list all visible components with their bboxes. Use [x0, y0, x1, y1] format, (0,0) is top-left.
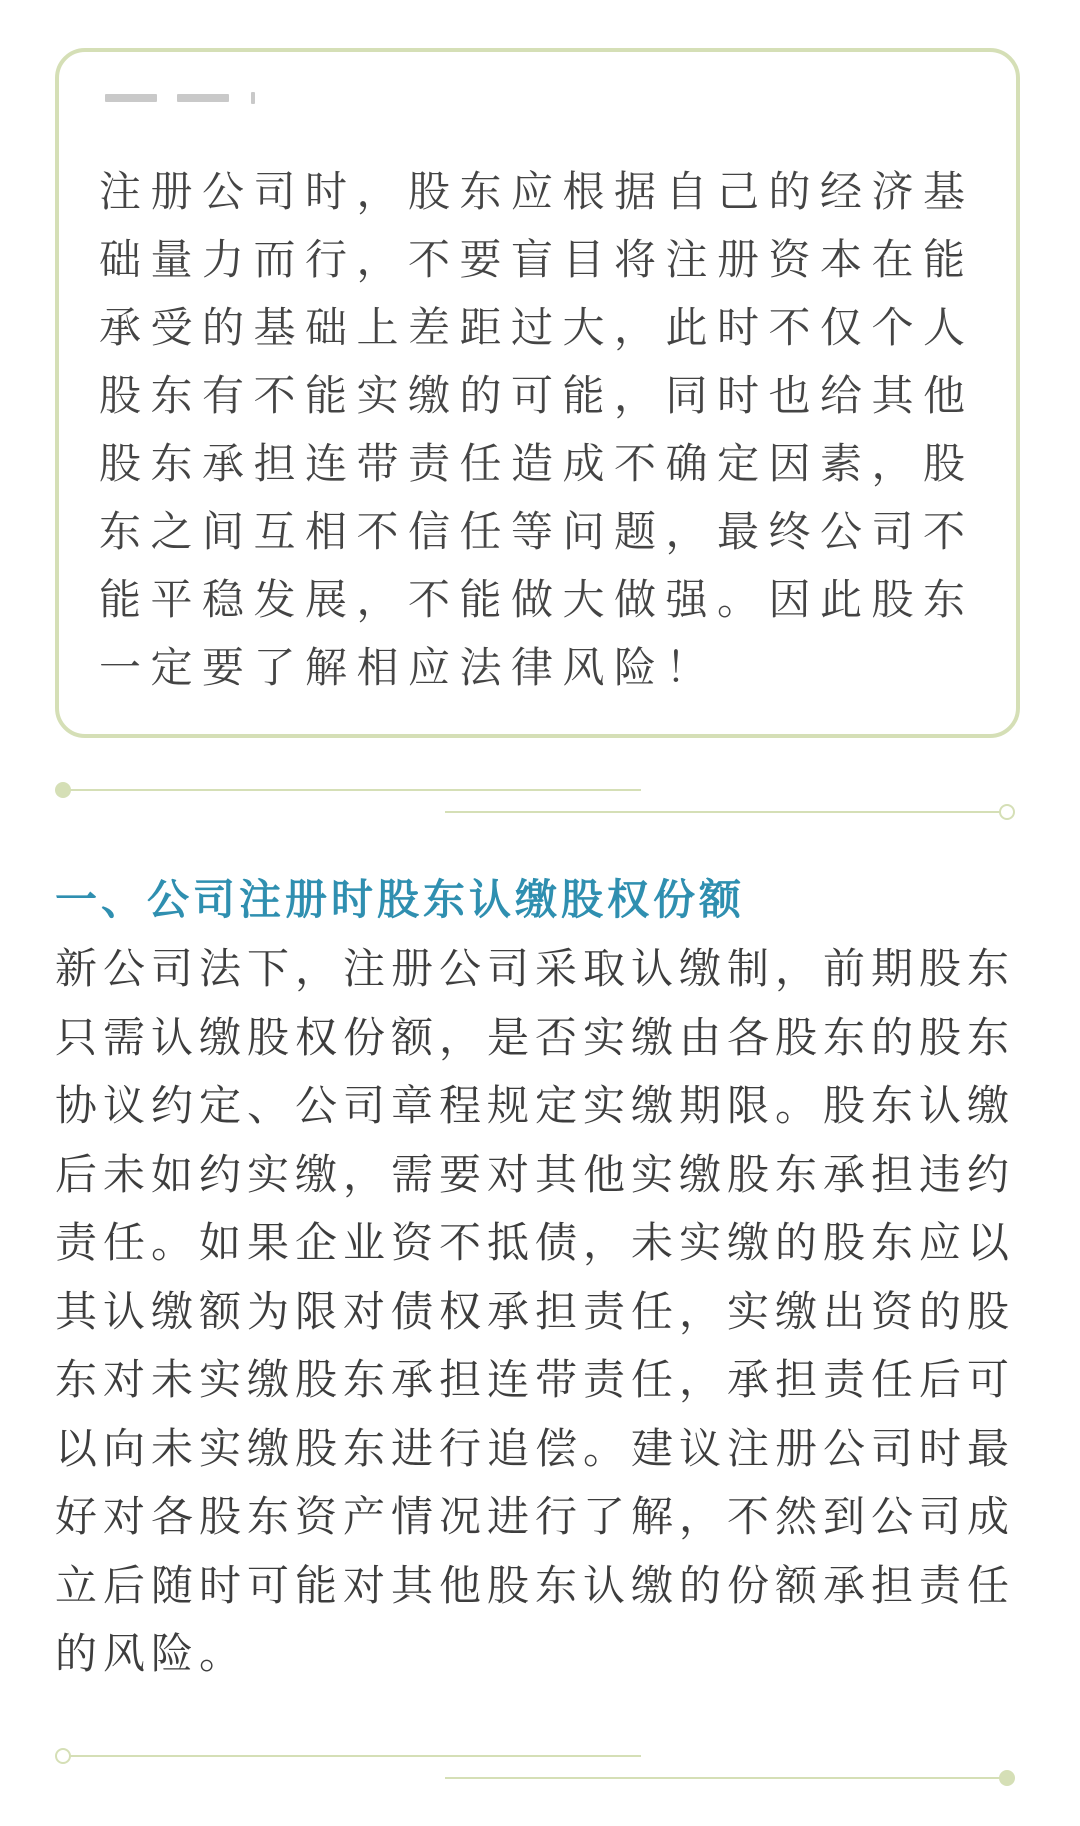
divider-line-upper — [65, 789, 641, 791]
divider-line-lower — [445, 1777, 1005, 1779]
divider-line-upper — [69, 1755, 641, 1757]
callout-text: 注册公司时，股东应根据自己的经济基础量力而行，不要盲目将注册资本在能承受的基础上差距过大，此时不仅个人股东有不能实缴的可能，同时也给其他股东承担连带责任造成不确定因素，股东之间互相不信任等问题，最终公司不能平稳发展，不能做大做强。因此股东一定要了解相应法律风险！ — [99, 167, 975, 692]
divider-dot-right — [999, 1770, 1015, 1786]
quote-callout-box — [55, 48, 1020, 738]
divider-line-lower — [445, 811, 1005, 813]
divider-dot-right — [999, 804, 1015, 820]
section-body: 新公司法下，注册公司采取认缴制，前期股东只需认缴股权份额，是否实缴由各股东的股东协议约定、公司章程规定实缴期限。股东认缴后未如约实缴，需要对其他实缴股东承担违约责任。如果企业资不抵债，未实缴的股东应以其认缴额为限对债权承担责任，实缴出资的股东对未实缴股东承担连带责任，承担责任后可以向未实缴股东进行追偿。建议注册公司时最好对各股东资产情况进行了解，不然到公司成立后随时可能对其他股东认缴的份额承担责任的风险。 — [55, 944, 1016, 1678]
section-divider-bottom — [55, 1744, 1020, 1788]
section-title: 一、公司注册时股东认缴股权份额 — [55, 875, 746, 924]
section-divider-top — [55, 778, 1020, 822]
